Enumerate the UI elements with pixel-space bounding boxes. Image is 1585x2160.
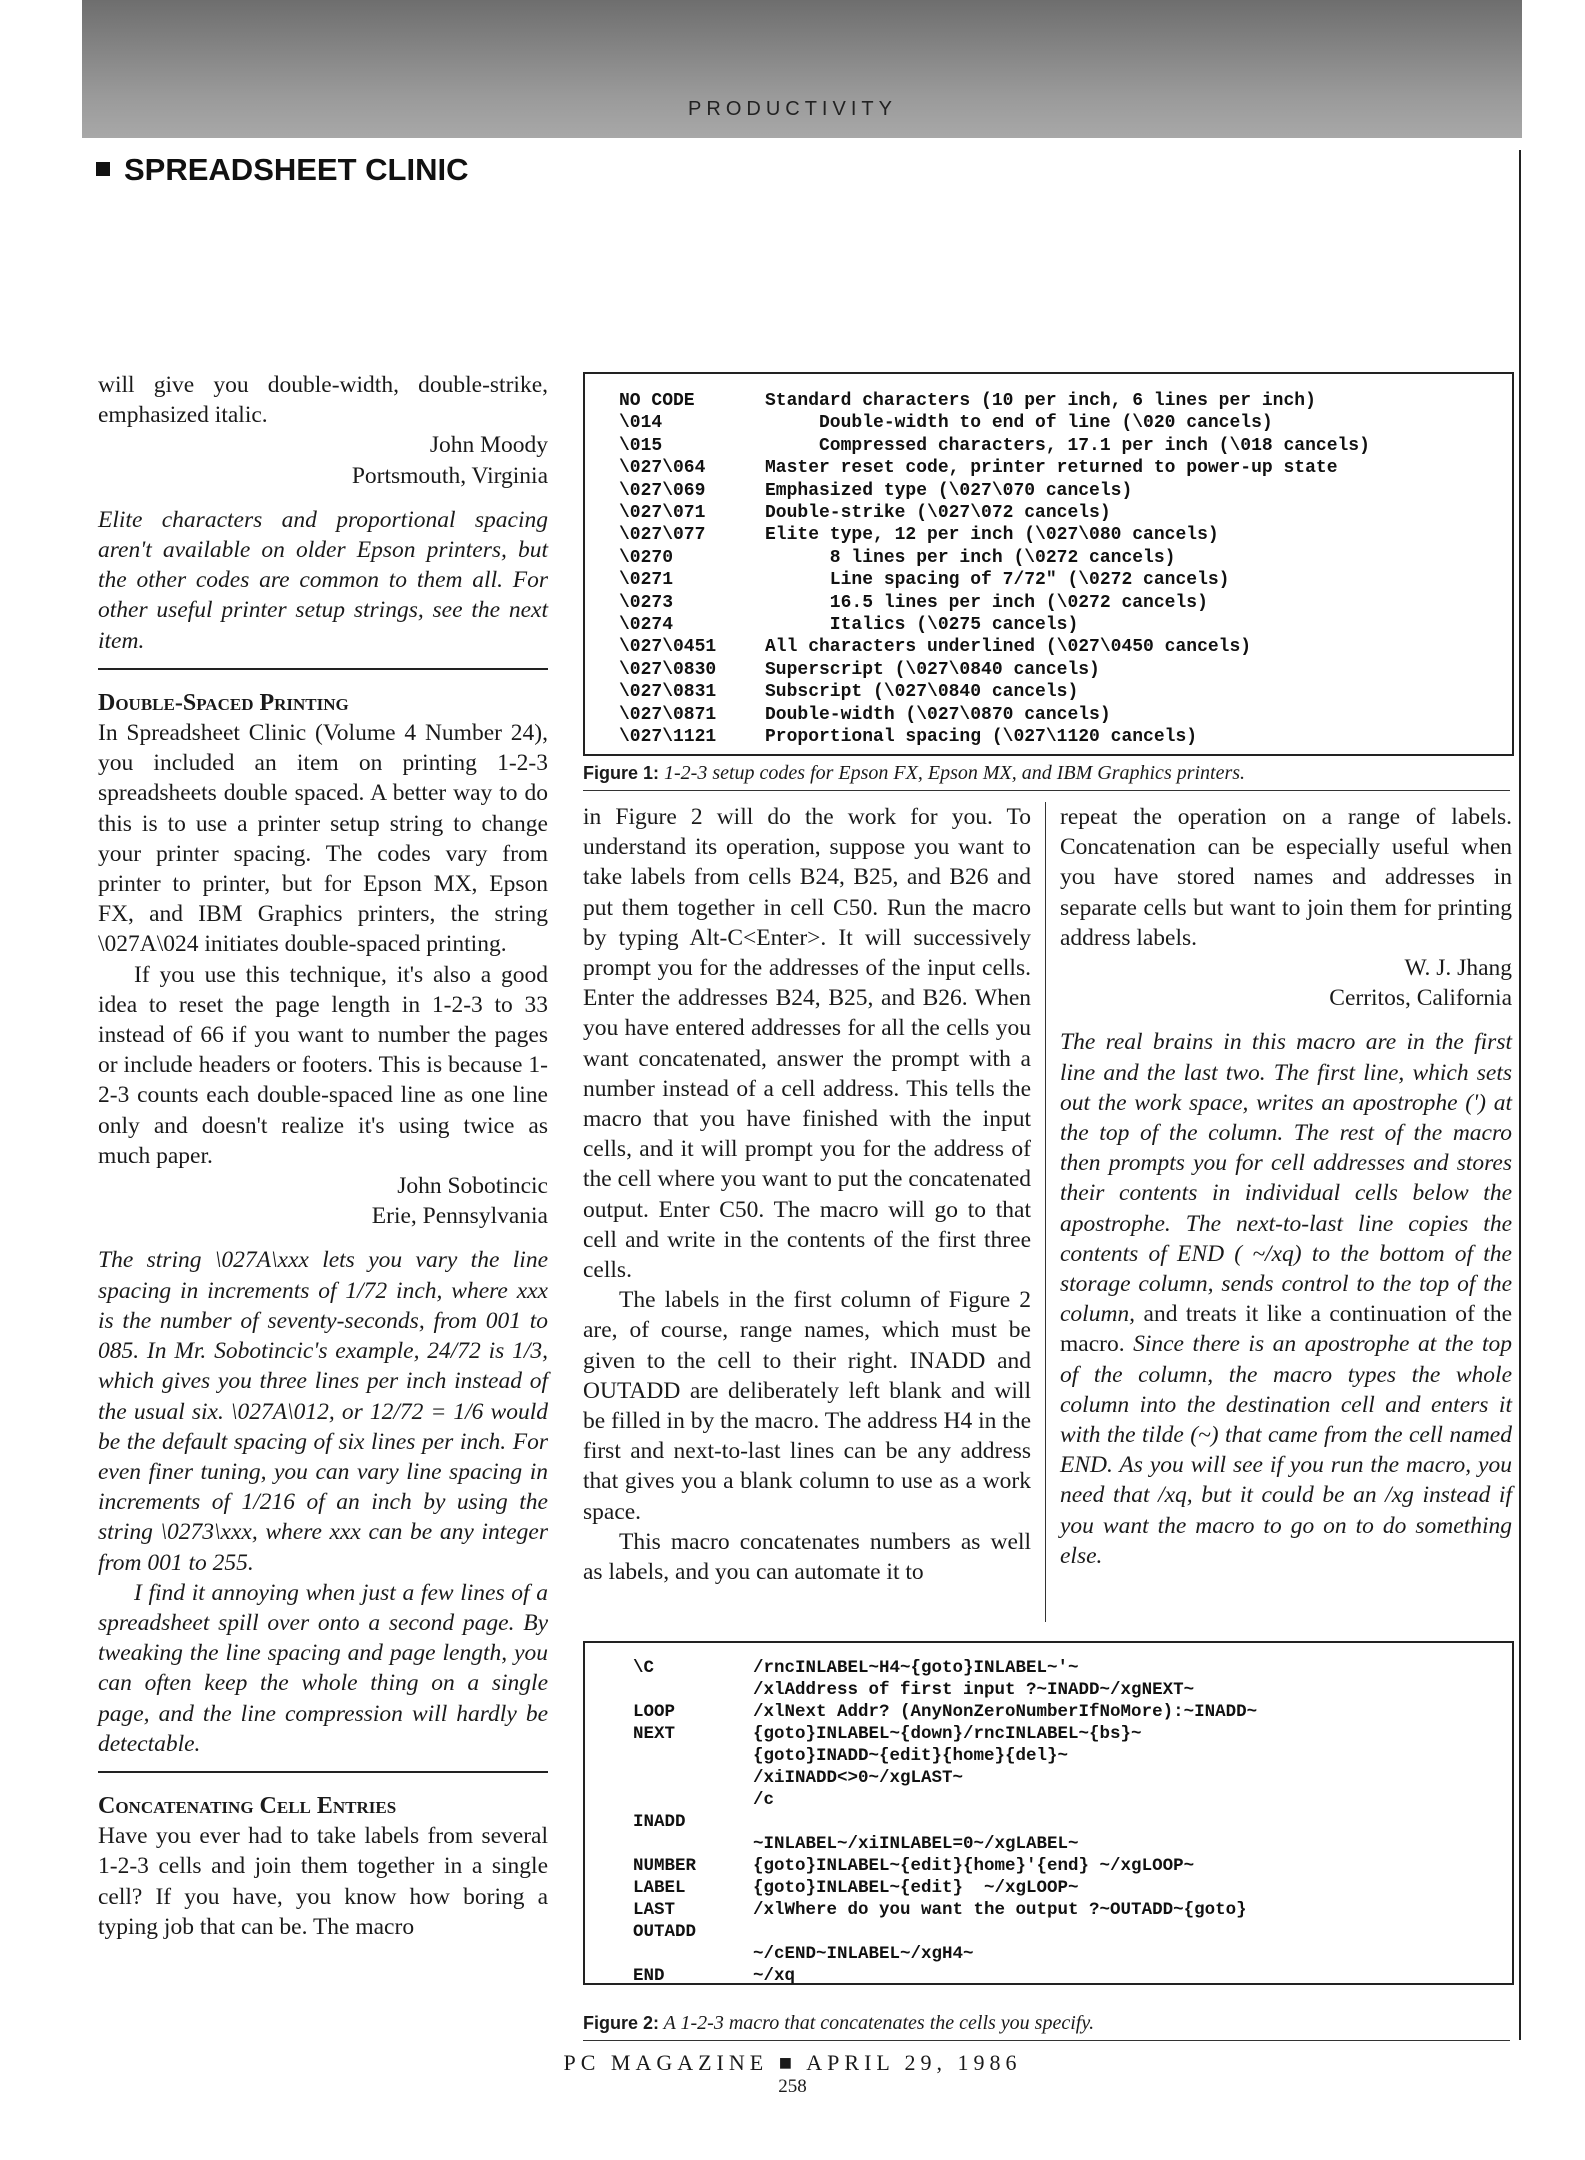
table-row <box>619 659 1370 681</box>
table-row <box>619 636 1370 658</box>
signature-name: John Moody <box>429 432 548 459</box>
table-row <box>619 704 1370 726</box>
editor-note-part: Since there is an apostrophe at the top of the column, the macro types the whole column into the destination cell and enters it with the tilde (~) that came from the cell named END. As you will see if you run the macro, you need that /xq, but it could be an /xg instead if you want the macro to go on to do something else. <box>1060 1331 1512 1569</box>
paragraph: in Figure 2 will do the work for you. To understand its operation, suppose you want to take labels from cells B24, B25, and B26 and put them together in cell C50. Run the macro by typing Alt-C<Enter>. It will successively prompt you for the addresses of the input cells. Enter the addresses B24, B25, and B26. When you have entered addresses for all the cells you want concatenated, answer the prompt with a number instead of a cell address. This tells the macro that you have finished with the input cells, and it will prompt you for the address of the cell where you want to put the concatenated output. Enter C50. The macro will go to that cell and write in the contents of the first three cells. <box>583 804 1031 1284</box>
description-cell: /xiINADD<>0~/xgLAST~ <box>753 1768 964 1788</box>
description-cell: ~/cEND~INLABEL~/xgH4~ <box>753 1944 974 1964</box>
table-row <box>633 1833 1257 1855</box>
section-title-text: SPREADSHEET CLINIC <box>124 152 469 187</box>
caption-text: A 1-2-3 macro that concatenates the cells you specify. <box>663 2012 1095 2034</box>
table-row <box>633 1943 1257 1965</box>
code-cell: \027\0830 <box>619 659 717 680</box>
description-cell: Double-width (\027\0870 cancels) <box>765 704 1111 725</box>
table-row <box>633 1877 1257 1899</box>
code-cell: \027\1121 <box>619 727 717 748</box>
footer-magazine: PC MAGAZINE ■ APRIL 29, 1986 <box>563 2050 1022 2075</box>
code-cell: \027\0871 <box>619 704 717 725</box>
square-bullet-icon <box>96 162 110 176</box>
description-cell: /rncINLABEL~H4~{goto}INLABEL~'~ <box>753 1658 1079 1678</box>
table-row <box>619 569 1370 591</box>
signature-name: W. J. Jhang <box>1404 955 1512 982</box>
divider <box>98 1771 548 1773</box>
table-row <box>633 1789 1257 1811</box>
figure-1-caption <box>583 762 1245 785</box>
description-cell: /xlNext Addr? (AnyNonZeroNumberIfNoMore):~INADD~ <box>753 1702 1258 1722</box>
running-head: PRODUCTIVITY <box>688 98 897 120</box>
table-row <box>619 726 1370 748</box>
table-row <box>619 412 1370 434</box>
table-row <box>633 1701 1257 1723</box>
table-row <box>633 1657 1257 1679</box>
description-cell: Superscript (\027\0840 cancels) <box>765 659 1100 680</box>
description-cell: Compressed characters, 17.1 per inch (\018 cancels) <box>765 435 1370 456</box>
table-row <box>633 1899 1257 1921</box>
description-cell: Italics (\0275 cancels) <box>765 615 1079 636</box>
paragraph: This macro concatenates numbers as well as labels, and you can automate it to <box>583 1528 1031 1586</box>
right-page-rule <box>1519 150 1521 2040</box>
code-cell: INADD <box>633 1812 686 1832</box>
paragraph: In Spreadsheet Clinic (Volume 4 Number 24), you included an item on printing 1-2-3 spreadsheets double spaced. A better way to do this is to use a printer setup string to change your printer spacing. The codes vary from printer to printer, but for Epson MX, Epson FX, and IBM Graphics printers, the string \027A\024 initiates double-spaced printing. <box>98 720 548 958</box>
heading-concatenating: Concatenating Cell Entries <box>98 1792 397 1819</box>
table-row <box>619 524 1370 546</box>
table-row <box>633 1855 1257 1877</box>
signature-place: Portsmouth, Virginia <box>351 462 548 489</box>
description-cell: All characters underlined (\027\0450 cancels) <box>765 637 1252 658</box>
table-row <box>619 435 1370 457</box>
table-row <box>619 547 1370 569</box>
code-cell: \014 <box>619 413 663 434</box>
code-cell: END <box>633 1966 665 1986</box>
table-row <box>633 1723 1257 1745</box>
description-cell: /xlAddress of first input ?~INADD~/xgNEXT~ <box>753 1680 1195 1700</box>
code-cell <box>633 1767 753 1789</box>
table-row <box>619 390 1370 412</box>
code-cell: OUTADD <box>633 1922 697 1942</box>
table-row <box>633 1767 1257 1789</box>
description-cell: ~/xq <box>753 1966 796 1986</box>
code-cell: \0271 <box>619 570 674 591</box>
description-cell: Elite type, 12 per inch (\027\080 cancels) <box>765 525 1219 546</box>
page-number: 258 <box>778 2076 807 2097</box>
description-cell: {goto}INLABEL~{edit} ~/xgLOOP~ <box>753 1878 1079 1898</box>
paragraph: repeat the operation on a range of labels. Concatenation can be especially useful when you have stored names and addresses in separate cells but want to join them for printing address labels. <box>1060 804 1512 951</box>
description-cell: {goto}INLABEL~{edit}{home}'{end} ~/xgLOOP~ <box>753 1856 1195 1876</box>
figure-1-table <box>619 390 1370 749</box>
code-cell: LABEL <box>633 1878 686 1898</box>
figure-2-macro <box>633 1657 1257 1987</box>
table-row <box>619 614 1370 636</box>
code-cell <box>633 1679 753 1701</box>
description-cell: Line spacing of 7/72" (\0272 cancels) <box>765 570 1230 591</box>
divider <box>98 668 548 670</box>
figure-2-caption <box>583 2012 1094 2035</box>
paragraph: The labels in the first column of Figure 2 are, of course, range names, which must be given to the cell to their right. INADD and OUTADD are deliberately left blank and will be filled in by the macro. The address H4 in the first and next-to-last lines can be any address that gives you a blank column to use as a work space. <box>583 1287 1031 1525</box>
column-1 <box>98 370 548 1942</box>
description-cell: 16.5 lines per inch (\0272 cancels) <box>765 592 1208 613</box>
caption-rule <box>583 790 1510 791</box>
editor-note: I find it annoying when just a few lines of a spreadsheet spill over onto a second page. By tweaking the line spacing and page length, you can often keep the whole thing on a single page, and the line compression will hardly be detectable. <box>98 1579 548 1757</box>
signature-place: Erie, Pennsylvania <box>371 1203 548 1230</box>
table-row <box>633 1745 1257 1767</box>
editor-note: Elite characters and proportional spacing aren't available on older Epson printers, but the other codes are common to them all. For other useful printer setup strings, see the next item. <box>98 506 548 654</box>
code-cell <box>633 1789 753 1811</box>
table-row <box>633 1811 1257 1833</box>
table-row <box>619 480 1370 502</box>
code-cell: NEXT <box>633 1724 676 1744</box>
figure-1-box <box>583 372 1514 756</box>
table-row <box>633 1965 1257 1987</box>
paragraph: Have you ever had to take labels from several 1-2-3 cells and join them together in a single cell? If you have, you know how boring a typing job that can be. The macro <box>98 1823 548 1940</box>
intro-text: will give you double-width, double-strike, emphasized italic. <box>98 372 548 429</box>
description-cell: Emphasized type (\027\070 cancels) <box>765 480 1133 501</box>
description-cell: /c <box>753 1790 775 1810</box>
caption-rule <box>583 2040 1510 2041</box>
code-cell: \015 <box>619 435 663 456</box>
caption-label: Figure 1: <box>583 763 660 783</box>
code-cell: \027\064 <box>619 458 706 479</box>
heading-double-spaced: Double-Spaced Printing <box>98 689 349 716</box>
description-cell: Master reset code, printer returned to power-up state <box>765 458 1338 479</box>
editor-note-part: The real brains in this macro are in the first line and the last two. The first line, which sets out the work space, writes an apostrophe (') at the top of the column. The rest of the macro then prompts you for cell addresses and stores their contents in individual cells below the apostrophe. The next-to-last line copies the contents of END ( ~/xq) to the bottom of the storage column, sends control to the top of the column, <box>1060 1029 1512 1328</box>
editor-note: The string \027A\xxx lets you vary the line spacing in increments of 1/72 inch, where xxx is the number of seventy-seconds, from 001 to 085. In Mr. Sobotincic's example, 24/72 is 1/3, which gives you three lines per inch instead of the usual six. \027A\012, or 12/72 = 1/6 would be the default spacing of six lines per inch. For even finer tuning, you can vary line spacing in increments of 1/216 of an inch by using the string \0273\xxx, where xxx can be any integer from 001 to 255. <box>98 1247 548 1576</box>
description-cell: ~INLABEL~/xiINLABEL=0~/xgLABEL~ <box>753 1834 1079 1854</box>
description-cell: Double-strike (\027\072 cancels) <box>765 503 1111 524</box>
description-cell: Standard characters (10 per inch, 6 lines per inch) <box>765 391 1316 411</box>
table-row <box>619 457 1370 479</box>
table-row <box>619 592 1370 614</box>
description-cell: {goto}INLABEL~{down}/rncINLABEL~{bs}~ <box>753 1724 1142 1744</box>
description-cell: 8 lines per inch (\0272 cancels) <box>765 547 1176 568</box>
table-row <box>633 1679 1257 1701</box>
table-row <box>619 502 1370 524</box>
caption-text: 1-2-3 setup codes for Epson FX, Epson MX, and IBM Graphics printers. <box>664 762 1246 784</box>
description-cell: {goto}INADD~{edit}{home}{del}~ <box>753 1746 1069 1766</box>
column-rule <box>1045 802 1046 1622</box>
code-cell: \0270 <box>619 547 674 568</box>
figure-2-box <box>583 1641 1514 1985</box>
code-cell: \027\0831 <box>619 682 717 703</box>
column-3 <box>1060 802 1512 1571</box>
editor-note <box>1060 1027 1512 1571</box>
table-row <box>619 681 1370 703</box>
column-2 <box>583 802 1031 1587</box>
code-cell: LOOP <box>633 1702 676 1722</box>
code-cell: NUMBER <box>633 1856 697 1876</box>
code-cell: \0273 <box>619 592 674 613</box>
table-row <box>633 1921 1257 1943</box>
code-cell <box>633 1943 753 1965</box>
code-cell: LAST <box>633 1900 676 1920</box>
signature-name: John Sobotincic <box>397 1173 548 1200</box>
description-cell: Double-width to end of line (\020 cancels) <box>765 413 1273 434</box>
code-cell: NO CODE <box>619 391 695 411</box>
section-title <box>96 152 468 188</box>
code-cell: \027\069 <box>619 480 706 501</box>
code-cell: \027\0451 <box>619 637 717 658</box>
description-cell: Subscript (\027\0840 cancels) <box>765 682 1079 703</box>
code-cell: \C <box>633 1658 655 1678</box>
code-cell: \027\071 <box>619 503 706 524</box>
code-cell: \0274 <box>619 615 674 636</box>
code-cell <box>633 1745 753 1767</box>
description-cell: Proportional spacing (\027\1120 cancels) <box>765 727 1198 748</box>
description-cell: /xlWhere do you want the output ?~OUTADD~{goto} <box>753 1900 1247 1920</box>
paragraph: If you use this technique, it's also a good idea to reset the page length in 1-2-3 to 33 instead of 66 if you want to number the pages or include headers or footers. This is because 1-2-3 counts each double-spaced line as one line only and doesn't realize it's using twice as much paper. <box>98 961 548 1169</box>
caption-label: Figure 2: <box>583 2013 660 2033</box>
signature-place: Cerritos, California <box>1329 985 1512 1012</box>
code-cell <box>633 1833 753 1855</box>
code-cell: \027\077 <box>619 525 706 546</box>
editor-note-part: and treats it like a continuation of the macro. <box>1060 1301 1512 1358</box>
